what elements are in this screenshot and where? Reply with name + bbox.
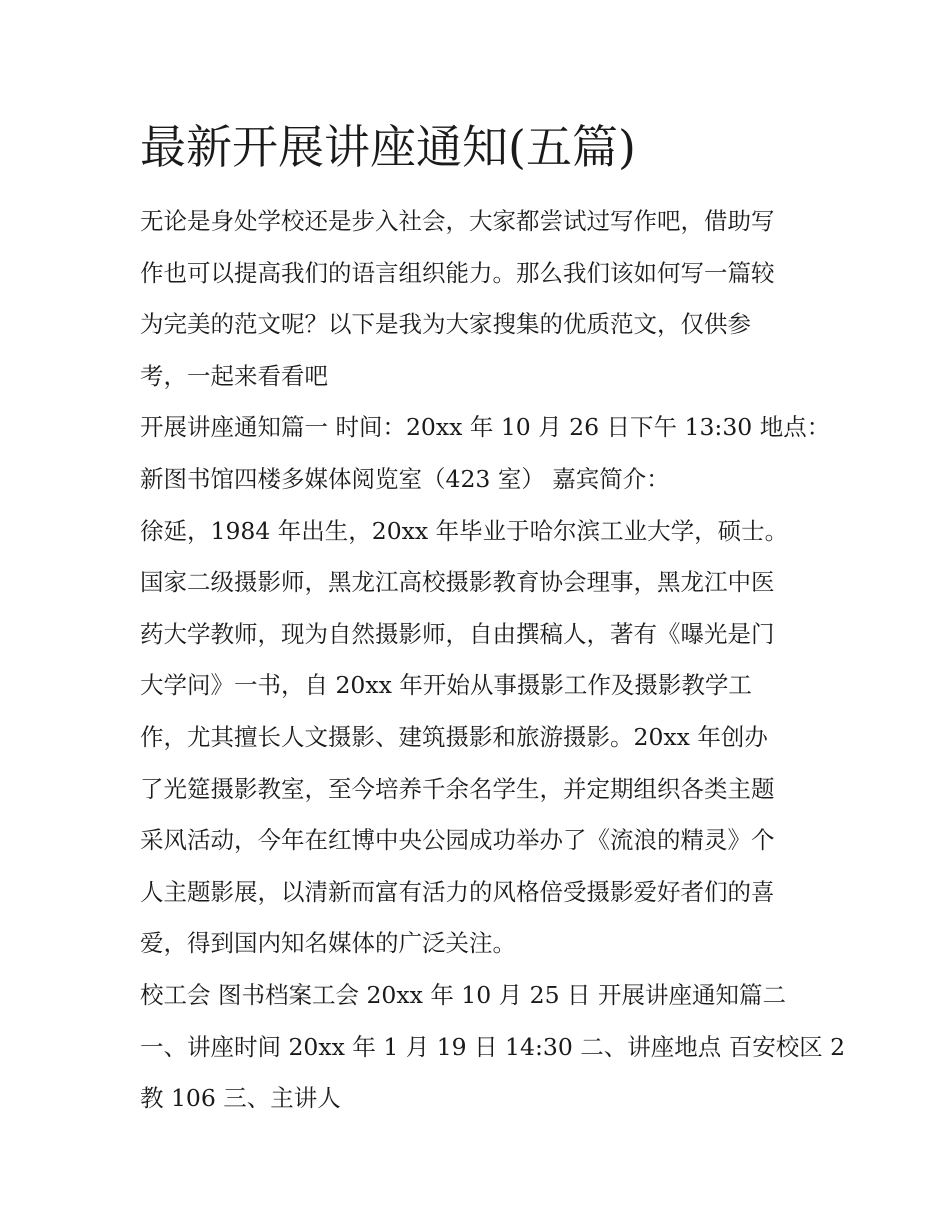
body-line: 采风活动，今年在红博中央公园成功举办了《流浪的精灵》个 [140,826,775,855]
body-line: 校工会 图书档案工会 20xx 年 10 月 25 日 开展讲座通知篇二 [140,980,786,1009]
body-line: 爱，得到国内知名媒体的广泛关注。 [140,929,516,958]
body-line: 药大学教师，现为自然摄影师，自由撰稿人，著有《曝光是门 [140,619,775,648]
body-line: 新图书馆四楼多媒体阅览室（423 室） 嘉宾简介： [140,464,670,493]
document-title: 最新开展讲座通知(五篇) [140,120,636,174]
body-line: 徐延，1984 年出生，20xx 年毕业于哈尔滨工业大学，硕士。 [140,516,789,545]
body-line: 无论是身处学校还是步入社会，大家都尝试过写作吧，借助写 [140,207,775,235]
body-line: 人主题影展，以清新而富有活力的风格倍受摄影爱好者们的喜 [140,877,775,906]
body-line: 开展讲座通知篇一 时间：20xx 年 10 月 26 日下午 13:30 地点： [140,413,831,442]
document-body [140,196,846,1125]
body-line: 了光筵摄影教室，至今培养千余名学生，并定期组织各类主题 [140,774,775,803]
body-line: 一、讲座时间 20xx 年 1 月 19 日 14:30 二、讲座地点 百安校区 2 [140,1032,846,1061]
body-line: 教 106 三、主讲人 [140,1084,341,1113]
body-line: 考，一起来看看吧 [140,361,328,390]
body-line: 作，尤其擅长人文摄影、建筑摄影和旅游摄影。20xx 年创办 [140,722,768,751]
body-line: 国家二级摄影师，黑龙江高校摄影教育协会理事，黑龙江中医 [140,568,775,597]
body-line: 为完美的范文呢？以下是我为大家搜集的优质范文，仅供参 [140,310,751,339]
body-line: 大学问》一书，自 20xx 年开始从事摄影工作及摄影教学工 [140,671,752,700]
body-line: 作也可以提高我们的语言组织能力。那么我们该如何写一篇较 [140,258,775,287]
